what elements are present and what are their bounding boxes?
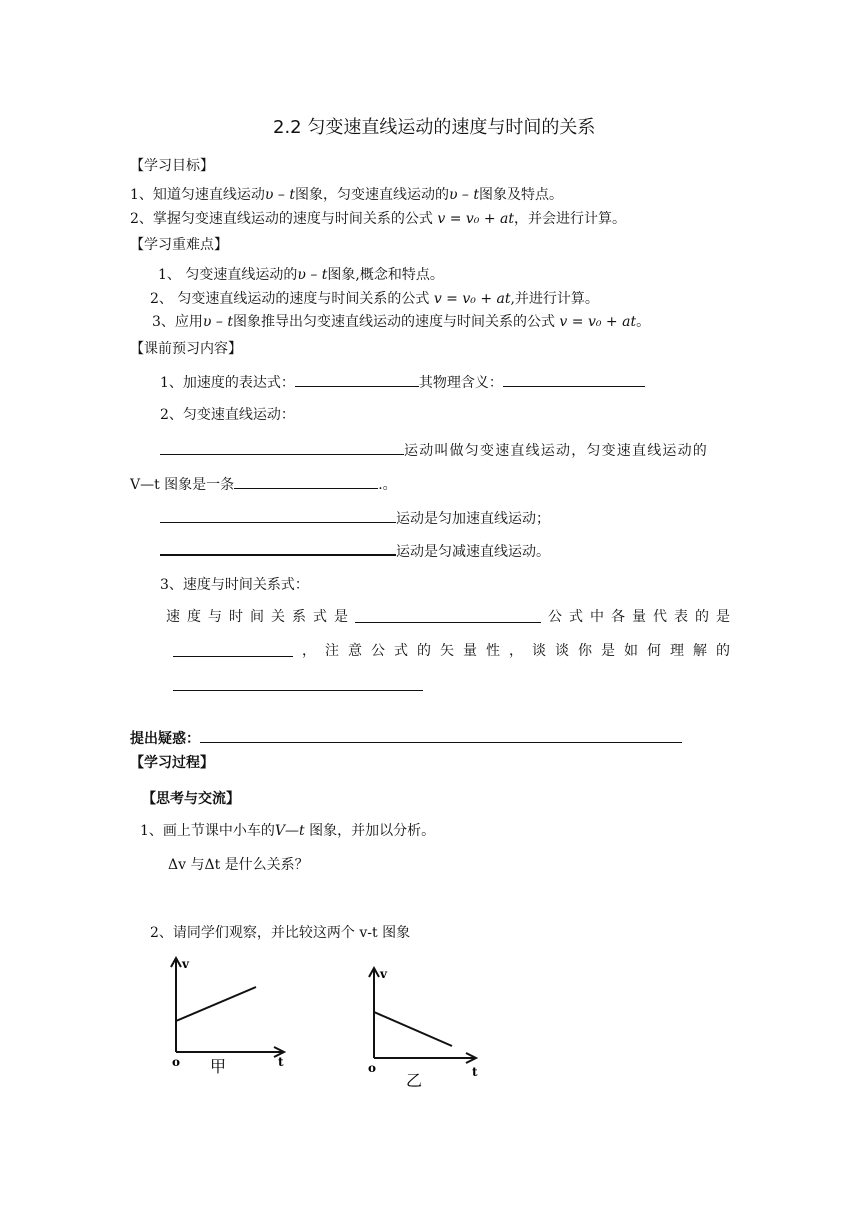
y-axis-label: v <box>182 957 189 971</box>
vt-symbol: υ – t <box>297 267 328 283</box>
graph-caption: 乙 <box>406 1071 423 1090</box>
answer-blank[interactable] <box>295 372 419 387</box>
goal-1-text-c: 图象及特点。 <box>479 187 564 203</box>
word: 代 <box>653 609 667 625</box>
x-axis-label: t <box>278 1055 284 1069</box>
origin-label: o <box>172 1055 181 1069</box>
vt-symbol: υ – t <box>264 187 295 203</box>
word: 量 <box>463 643 477 659</box>
goal-1-text-b: 图象，匀变速直线运动的 <box>294 187 449 203</box>
page-title: 2.2 匀变速直线运动的速度与时间的关系 <box>273 117 596 138</box>
formula: v = v₀ + at <box>559 314 637 330</box>
preview-1 <box>160 372 645 392</box>
preview-2-line2-end: .。 <box>378 477 397 493</box>
increasing-line <box>176 987 256 1021</box>
preview-1-label: 1、加速度的表达式： <box>160 375 295 391</box>
preview-2-line2-text: V—t 图象是一条 <box>130 477 235 493</box>
formula: v = v₀ + at <box>433 291 511 307</box>
word: 理 <box>670 643 684 659</box>
answer-blank[interactable] <box>355 608 541 623</box>
preview-2: 2、匀变速直线运动： <box>160 407 295 423</box>
answer-blank[interactable] <box>173 676 423 691</box>
key-point-3-text: 3、应用 <box>152 314 203 330</box>
word: 式 <box>394 643 408 659</box>
preview-2-line2 <box>130 474 397 494</box>
word: 公 <box>371 643 385 659</box>
word: ， <box>509 643 523 659</box>
graph-caption: 甲 <box>210 1057 227 1076</box>
section-process: 【学习过程】 <box>130 755 214 771</box>
preview-3-line1 <box>166 608 730 626</box>
questions-row <box>130 728 682 748</box>
word: 式 <box>313 609 327 625</box>
vt-symbol: υ – t <box>202 314 233 330</box>
section-think: 【思考与交流】 <box>142 791 240 807</box>
word: 公 <box>548 609 562 625</box>
word: ， <box>302 643 316 659</box>
goal-1 <box>130 186 563 204</box>
word: 是 <box>334 609 348 625</box>
vt-label: V—t <box>274 823 305 839</box>
word: 性 <box>486 643 500 659</box>
section-preview: 【课前预习内容】 <box>130 341 242 357</box>
vt-graph-jia <box>160 952 300 1084</box>
preview-3: 3、速度与时间关系式： <box>160 577 309 593</box>
process-q1-text-b: 图象，并加以分析。 <box>309 823 436 839</box>
key-point-1-text-b: 图象,概念和特点。 <box>327 267 444 283</box>
word: 各 <box>611 609 625 625</box>
word: 表 <box>674 609 688 625</box>
vt-graph-yi <box>358 962 498 1094</box>
answer-blank[interactable] <box>160 508 396 523</box>
word: 时 <box>229 609 243 625</box>
formula: v = v₀ + at <box>437 211 515 227</box>
word: 矢 <box>440 643 454 659</box>
preview-2-line1 <box>160 440 708 460</box>
key-point-3 <box>152 313 650 331</box>
decreasing-line <box>374 1012 452 1046</box>
preview-2-line1-text: 运动叫做匀变速直线运动，匀变速直线运动的 <box>404 443 708 459</box>
word: 量 <box>632 609 646 625</box>
preview-2-accel <box>160 508 550 528</box>
origin-label: o <box>368 1061 377 1075</box>
word: 注 <box>325 643 339 659</box>
process-q1-text: 1、画上节课中小车的 <box>140 823 275 839</box>
key-point-2 <box>150 290 599 308</box>
preview-3-line3 <box>173 676 423 696</box>
section-key-points: 【学习重难点】 <box>130 237 228 253</box>
key-point-3-text-b: 图象推导出匀变速直线运动的速度与时间关系的公式 <box>232 314 555 330</box>
word: 的 <box>716 643 730 659</box>
preview-3-line2 <box>173 642 730 660</box>
word: 度 <box>187 609 201 625</box>
preview-1-label-b: 其物理含义： <box>418 375 503 391</box>
word: 式 <box>569 609 583 625</box>
word: 是 <box>716 609 730 625</box>
key-point-2-text-b: ,并进行计算。 <box>510 291 599 307</box>
process-q2: 2、请同学们观察，并比较这两个 v-t 图象 <box>150 925 411 941</box>
word: 如 <box>624 643 638 659</box>
section-goals: 【学习目标】 <box>130 158 214 174</box>
word: 关 <box>271 609 285 625</box>
word: 是 <box>601 643 615 659</box>
key-point-2-text: 2、 匀变速直线运动的速度与时间关系的公式 <box>150 291 430 307</box>
goal-2-text: 2、掌握匀变速直线运动的速度与时间关系的公式 <box>130 211 433 227</box>
key-point-1 <box>158 266 444 284</box>
word: 的 <box>695 609 709 625</box>
word: 的 <box>417 643 431 659</box>
word: 中 <box>590 609 604 625</box>
word: 间 <box>250 609 264 625</box>
x-axis-label: t <box>472 1065 478 1079</box>
word: 你 <box>578 643 592 659</box>
key-point-1-text: 1、 匀变速直线运动的 <box>158 267 298 283</box>
word: 何 <box>647 643 661 659</box>
answer-blank[interactable] <box>160 440 404 455</box>
goal-1-text: 1、知道匀速直线运动 <box>130 187 265 203</box>
word: 意 <box>348 643 362 659</box>
word: 系 <box>292 609 306 625</box>
vt-symbol: υ – t <box>448 187 480 203</box>
answer-blank[interactable] <box>173 642 293 657</box>
word: 谈 <box>532 643 546 659</box>
answer-blank[interactable] <box>200 728 682 743</box>
process-q1-sub: Δv 与Δt 是什么关系？ <box>168 857 309 873</box>
answer-blank[interactable] <box>503 372 645 387</box>
preview-2-accel-text: 运动是匀加速直线运动； <box>396 511 550 527</box>
preview-2-decel <box>160 540 550 561</box>
goal-2-text-b: ，并会进行计算。 <box>514 211 627 227</box>
word: 谈 <box>555 643 569 659</box>
answer-blank[interactable] <box>234 474 378 489</box>
word: 解 <box>693 643 707 659</box>
word: 与 <box>208 609 222 625</box>
key-point-3-text-c: 。 <box>636 314 651 330</box>
questions-label: 提出疑惑： <box>130 731 200 747</box>
y-axis-label: v <box>380 967 387 981</box>
process-q1 <box>140 822 435 840</box>
preview-2-decel-text: 运动是匀减速直线运动。 <box>396 544 550 560</box>
answer-blank[interactable] <box>160 540 396 556</box>
word: 速 <box>166 609 180 625</box>
goal-2 <box>130 210 626 228</box>
